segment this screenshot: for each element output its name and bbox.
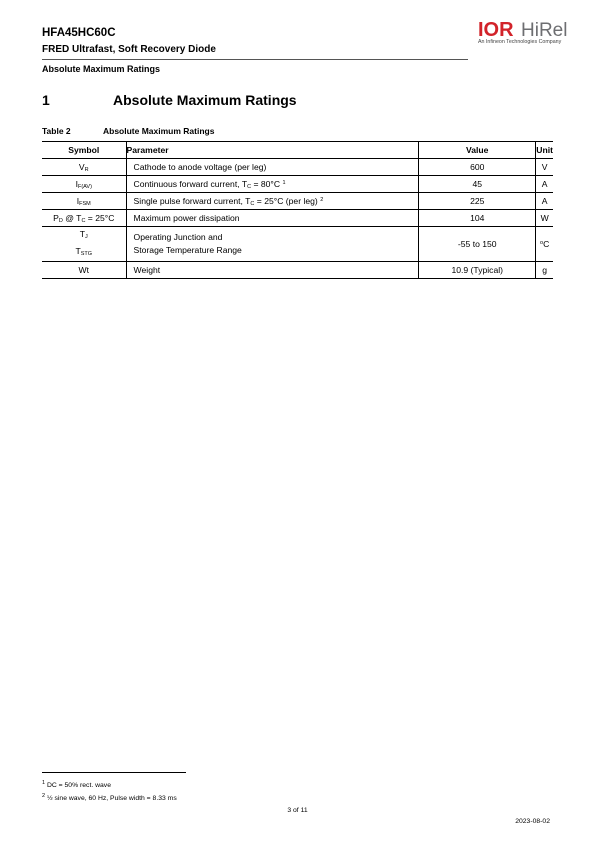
table-row xyxy=(42,210,553,227)
footnote-ref: 2 xyxy=(320,196,324,203)
symbol-text: T xyxy=(79,229,86,239)
symbol-subscript: J xyxy=(85,234,88,240)
value-cell: 45 xyxy=(419,176,536,193)
column-header-symbol: Symbol xyxy=(42,142,126,159)
product-description: FRED Ultrafast, Soft Recovery Diode xyxy=(42,44,216,55)
value-cell: 10.9 (Typical) xyxy=(419,262,536,279)
value-cell: 600 xyxy=(419,159,536,176)
symbol-line xyxy=(44,244,124,261)
unit-cell: A xyxy=(536,193,553,210)
parameter-cell: Weight xyxy=(126,262,419,279)
symbol-subscript: STG xyxy=(80,251,93,257)
parameter-text: Single pulse forward current, T xyxy=(133,195,251,206)
symbol-cell: Wt xyxy=(42,262,126,279)
parameter-subscript: C xyxy=(250,200,255,207)
footnote-text: ½ sine wave, 60 Hz, Pulse width = 8.33 ms xyxy=(45,795,177,802)
unit-text: C xyxy=(543,239,550,249)
table-row xyxy=(42,193,553,210)
column-header-unit: Unit xyxy=(536,142,553,159)
table-row xyxy=(42,262,553,279)
header-divider xyxy=(42,59,468,60)
symbol-cell xyxy=(42,176,126,193)
value-cell: -55 to 150 xyxy=(419,227,536,262)
parameter-text-line2: Storage Temperature Range xyxy=(133,245,242,255)
table-row xyxy=(42,159,553,176)
column-header-parameter: Parameter xyxy=(126,142,419,159)
symbol-text: I xyxy=(75,178,78,189)
document-date: 2023-08-02 xyxy=(515,818,550,825)
table-title: Absolute Maximum Ratings xyxy=(103,126,215,136)
logo-brand-text: IOR xyxy=(478,19,514,41)
symbol-cell xyxy=(42,193,126,210)
running-section-title: Absolute Maximum Ratings xyxy=(42,64,161,74)
value-cell: 104 xyxy=(419,210,536,227)
symbol-condition-value: = 25°C xyxy=(85,212,115,223)
parameter-cell xyxy=(126,176,419,193)
unit-cell: V xyxy=(536,159,553,176)
value-cell: 225 xyxy=(419,193,536,210)
degree-mark: o xyxy=(540,240,544,246)
unit-cell: A xyxy=(536,176,553,193)
parameter-condition: = 80°C xyxy=(251,178,283,189)
footnote-mark: 2 xyxy=(42,793,46,799)
symbol-text: P xyxy=(53,212,59,223)
footnote-2 xyxy=(42,793,177,802)
symbol-line xyxy=(44,227,124,244)
footnote-ref: 1 xyxy=(282,179,286,186)
unit-cell xyxy=(536,227,553,262)
symbol-subscript: C xyxy=(81,217,86,224)
unit-cell: g xyxy=(536,262,553,279)
parameter-condition: = 25°C (per leg) xyxy=(254,195,321,206)
symbol-subscript: D xyxy=(58,217,63,224)
absolute-maximum-ratings-table xyxy=(42,141,553,279)
symbol-cell xyxy=(42,210,126,227)
parameter-text: Operating Junction and xyxy=(133,232,223,242)
symbol-text: I xyxy=(76,195,80,206)
part-number: HFA45HC60C xyxy=(42,27,116,39)
unit-cell: W xyxy=(536,210,553,227)
footnote-divider xyxy=(42,772,186,773)
table-row xyxy=(42,176,553,193)
footnote-mark: 1 xyxy=(42,780,46,786)
section-number: 1 xyxy=(42,92,50,108)
column-header-value: Value xyxy=(419,142,536,159)
table-row xyxy=(42,227,553,262)
parameter-cell xyxy=(126,193,419,210)
table-label: Table 2 xyxy=(42,126,71,136)
symbol-cell xyxy=(42,227,126,262)
symbol-subscript: F(AV) xyxy=(77,183,92,190)
symbol-text: V xyxy=(78,161,85,172)
parameter-text: Continuous forward current, T xyxy=(133,178,248,189)
section-title: Absolute Maximum Ratings xyxy=(113,92,297,108)
parameter-cell: Maximum power dissipation xyxy=(126,210,419,227)
logo-tagline: An Infineon Technologies Company xyxy=(478,39,562,45)
logo-suffix-text: HiRel xyxy=(521,20,568,41)
symbol-condition: @ T xyxy=(62,212,82,223)
parameter-cell xyxy=(126,227,419,262)
page-number: 3 of 11 xyxy=(287,807,308,814)
parameter-subscript: C xyxy=(247,183,252,190)
table-header-row xyxy=(42,142,553,159)
symbol-text: T xyxy=(75,246,81,256)
parameter-cell: Cathode to anode voltage (per leg) xyxy=(126,159,419,176)
symbol-subscript: R xyxy=(84,166,89,173)
footnote-1 xyxy=(42,780,111,789)
symbol-cell xyxy=(42,159,126,176)
footnote-text: DC = 50% rect. wave xyxy=(45,782,111,789)
symbol-subscript: FSM xyxy=(79,200,91,207)
